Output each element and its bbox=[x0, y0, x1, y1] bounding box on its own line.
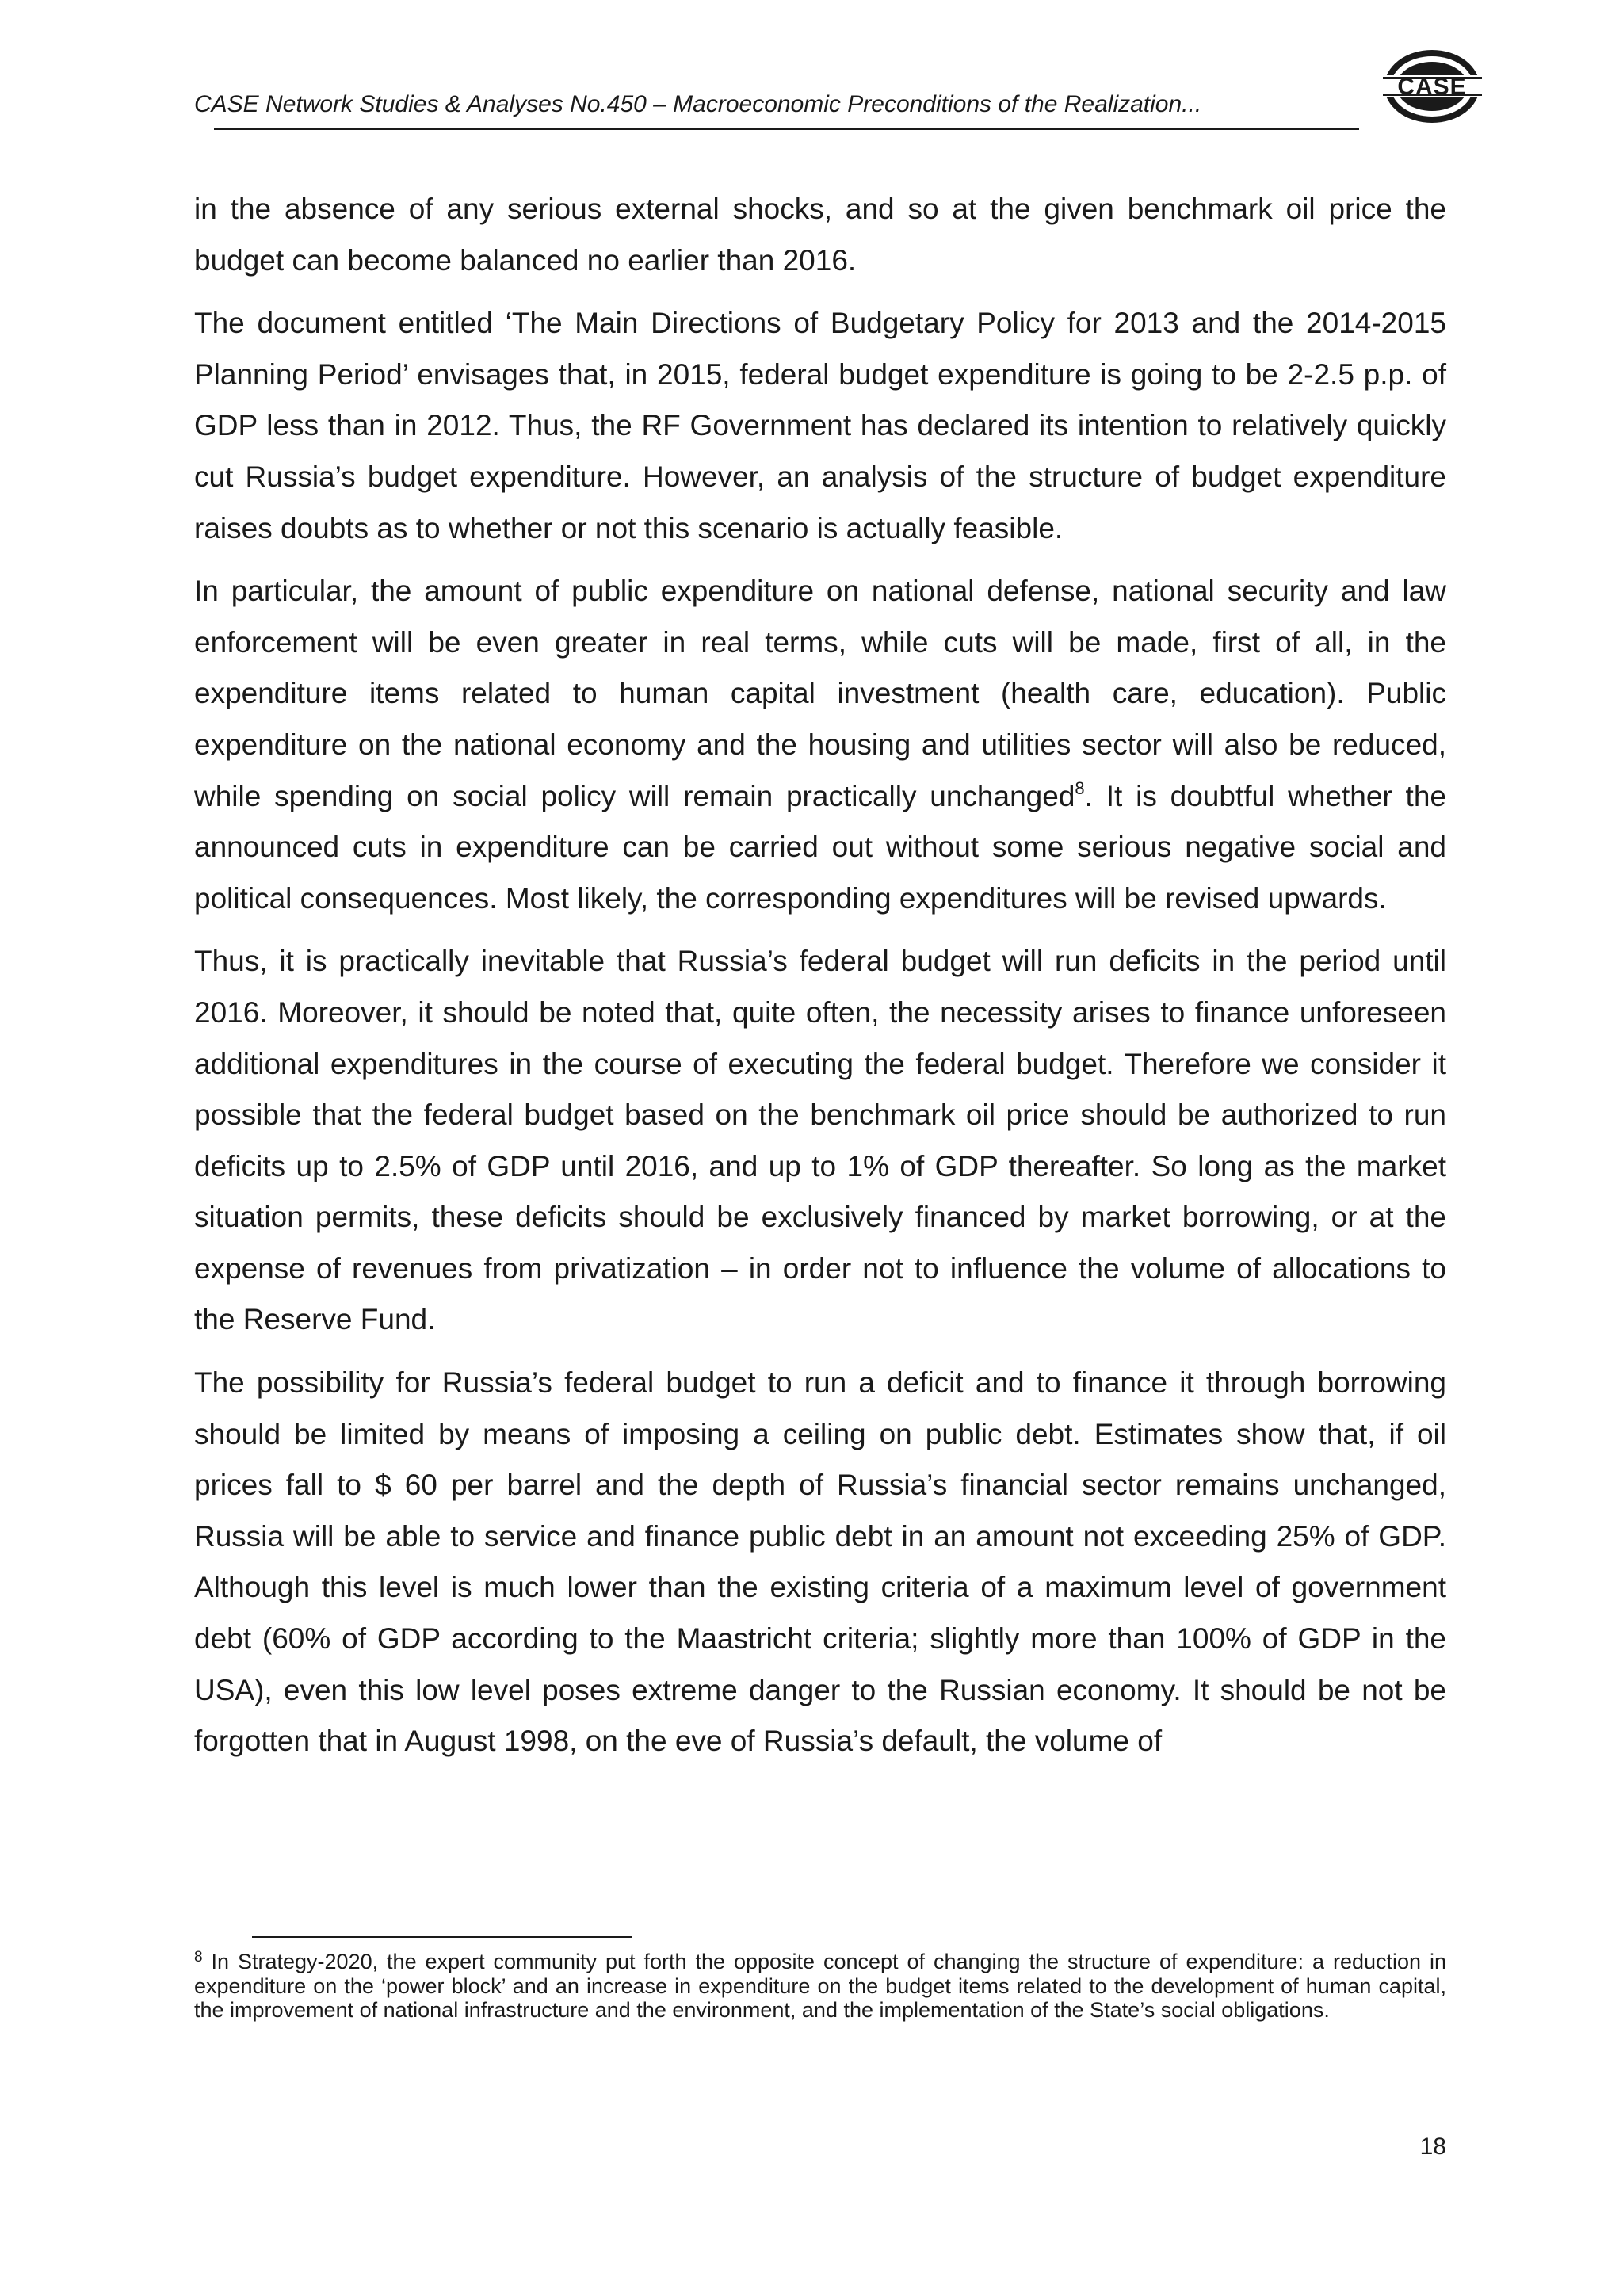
footnote-reference: 8 bbox=[1075, 777, 1085, 798]
page-header bbox=[194, 89, 1359, 120]
body-text bbox=[194, 184, 1446, 1779]
paragraph-5: The possibility for Russia’s federal budget to run a deficit and to finance it through borrowing should be limited by means of imposing a ceiling on public debt. Estimates show that, if oil prices fall to $ 60 per barrel and the depth of Russia’s financial sector remains unchanged, Russia will be able to service and finance public debt in an amount not exceeding 25% of GDP. Although this level is much lower than the existing criteria of a maximum level of government debt (60% of GDP according to the Maastricht criteria; slightly more than 100% of GDP in the USA), even this low level poses extreme danger to the Russian economy. It should be not be forgotten that in August 1998, on the eve of Russia’s default, the volume of bbox=[194, 1366, 1446, 1758]
page-number: 18 bbox=[1419, 2134, 1446, 2160]
paragraph-2: The document entitled ‘The Main Directions of Budgetary Policy for 2013 and the 2014-2015 Planning Period’ envisages that, in 2015, federal budget expenditure is going to be 2-2.5 p.p. of GDP less than in 2012. Thus, the RF Government has declared its intention to relatively quickly cut Russia’s budget expenditure. However, an analysis of the structure of budget expenditure raises doubts as to whether or not this scenario is actually feasible. bbox=[194, 307, 1446, 544]
footnote-marker: 8 bbox=[194, 1949, 203, 1966]
paragraph-3-text: In particular, the amount of public expenditure on national defense, national security and law enforcement will be even greater in real terms, while cuts will be made, first of all, in the expenditure items related to human capital investment (health care, education). Public expenditure on the national economy and the housing and utilities sector will also be reduced, while spending on social policy will remain practically unchanged bbox=[194, 575, 1446, 812]
header-title: CASE Network Studies & Analyses No.450 – Macroeconomic Preconditions of the Realization... bbox=[194, 91, 1202, 117]
footnote-separator bbox=[252, 1936, 632, 1938]
footnote bbox=[194, 1950, 1446, 2023]
logo-text: CASE bbox=[1397, 74, 1467, 100]
case-logo bbox=[1383, 48, 1482, 125]
paragraph-4: Thus, it is practically inevitable that Russia’s federal budget will run deficits in the period until 2016. Moreover, it should be noted that, quite often, the necessity arises to finance unforeseen additional expenditures in the course of executing the federal budget. Therefore we consider it possible that the federal budget based on the benchmark oil price should be authorized to run deficits up to 2.5% of GDP until 2016, and up to 1% of GDP thereafter. So long as the market situation permits, these deficits should be exclusively financed by market borrowing, or at the expense of revenues from privatization – in order not to influence the volume of allocations to the Reserve Fund. bbox=[194, 945, 1446, 1336]
header-rule bbox=[214, 128, 1359, 130]
paragraph-3-tail: . It is doubtful whether the announced cuts in expenditure can be carried out without some serious negative social and political consequences. Most likely, the corresponding expenditures will be revised upwards. bbox=[194, 779, 1446, 915]
paragraph-3 bbox=[194, 566, 1446, 924]
footnote-text: In Strategy-2020, the expert community put forth the opposite concept of changing the structure of expenditure: a reduction in expenditure on the ‘power block’ and an increase in expenditure on the budget items related to the development of human capital, the improvement of national infrastructure and the environment, and the implementation of the State’s social obligations. bbox=[194, 1950, 1446, 2022]
paragraph-1: in the absence of any serious external shocks, and so at the given benchmark oil price the budget can become balanced no earlier than 2016. bbox=[194, 193, 1446, 277]
